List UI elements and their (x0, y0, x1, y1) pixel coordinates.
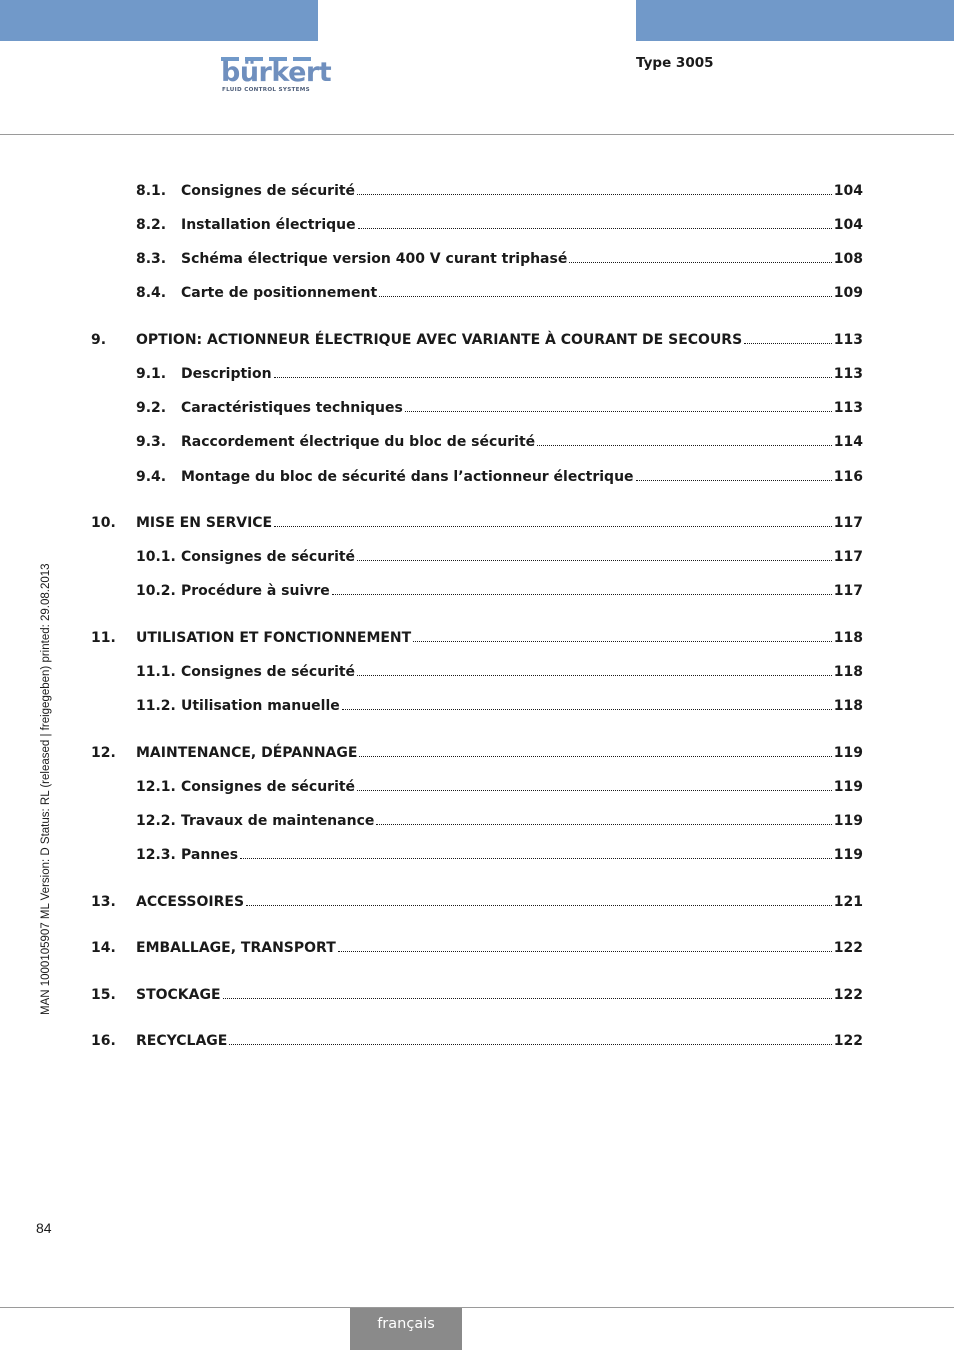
toc-entry-page: 104 (833, 217, 863, 233)
toc-entry[interactable] (136, 660, 863, 680)
toc-entry-number: 13. (91, 894, 116, 910)
toc-entry-title: EMBALLAGE, TRANSPORT (136, 940, 336, 956)
toc-entry-number: 11.2. (136, 698, 176, 714)
toc-entry-page: 104 (833, 183, 863, 199)
toc-entry[interactable] (136, 465, 863, 485)
toc-entry-number: 9.1. (136, 366, 167, 382)
toc-dot-leader (405, 409, 832, 412)
toc-entry-page: 108 (833, 251, 863, 267)
toc-entry-title: Installation électrique (181, 217, 356, 233)
toc-entry[interactable] (91, 328, 863, 348)
toc-entry[interactable] (136, 694, 863, 714)
toc-entry[interactable] (91, 983, 863, 1003)
toc-entry-page: 118 (833, 630, 863, 646)
toc-dot-leader (274, 524, 832, 527)
toc-entry-title: Montage du bloc de sécurité dans l’actionneur électrique (181, 469, 634, 485)
toc-entry-number: 8.1. (136, 183, 167, 199)
toc-entry[interactable] (136, 396, 863, 416)
toc-entry[interactable] (136, 247, 863, 267)
toc-entry-number: 10.2. (136, 583, 176, 599)
toc-entry-page: 117 (833, 515, 863, 531)
toc-entry[interactable] (91, 1029, 863, 1049)
toc-entry-page: 109 (833, 285, 863, 301)
toc-dot-leader (274, 375, 832, 378)
toc-entry-page: 122 (833, 1033, 863, 1049)
toc-entry-title: UTILISATION ET FONCTIONNEMENT (136, 630, 412, 646)
toc-dot-leader (223, 996, 832, 999)
toc-entry-title: Caractéristiques techniques (181, 400, 403, 416)
toc-entry-number: 9. (91, 332, 107, 348)
toc-entry-page: 113 (833, 332, 863, 348)
toc-dot-leader (338, 949, 832, 952)
toc-entry-number: 12.1. (136, 779, 176, 795)
toc-entry-page: 113 (833, 366, 863, 382)
toc-entry-number: 8.4. (136, 285, 167, 301)
toc-entry-title: OPTION: ACTIONNEUR ÉLECTRIQUE AVEC VARIANTE À COURANT DE SECOURS (136, 332, 743, 348)
toc-dot-leader (357, 192, 832, 195)
toc-entry-page: 119 (833, 847, 863, 863)
toc-entry-number: 11.1. (136, 664, 176, 680)
toc-entry-page: 121 (833, 894, 863, 910)
header-divider (0, 134, 954, 135)
toc-entry-page: 119 (833, 813, 863, 829)
toc-entry-page: 118 (833, 664, 863, 680)
logo-tagline: FLUID CONTROL SYSTEMS (222, 87, 310, 93)
toc-entry[interactable] (91, 741, 863, 761)
toc-dot-leader (342, 707, 832, 710)
toc-entry-page: 122 (833, 940, 863, 956)
toc-entry-title: Consignes de sécurité (181, 664, 356, 680)
toc-entry[interactable] (91, 890, 863, 910)
toc-entry-number: 10. (91, 515, 116, 531)
document-type: Type 3005 (636, 55, 714, 71)
toc-entry-number: 15. (91, 987, 116, 1003)
toc-entry-title: Pannes (181, 847, 239, 863)
toc-dot-leader (359, 754, 831, 757)
toc-entry[interactable] (136, 362, 863, 382)
toc-dot-leader (376, 822, 831, 825)
toc-entry-title: Raccordement électrique du bloc de sécurité (181, 434, 536, 450)
header-band-right (636, 0, 954, 41)
toc-dot-leader (229, 1042, 831, 1045)
toc-entry[interactable] (136, 281, 863, 301)
toc-entry[interactable] (136, 179, 863, 199)
toc-entry-number: 11. (91, 630, 116, 646)
toc-entry-number: 9.4. (136, 469, 167, 485)
toc-dot-leader (537, 443, 832, 446)
header-band-left (0, 0, 318, 41)
toc-entry-number: 8.3. (136, 251, 167, 267)
toc-entry-page: 114 (833, 434, 863, 450)
toc-entry[interactable] (136, 213, 863, 233)
document-status-note: MAN 1000105907 ML Version: D Status: RL (released | freigegeben) printed: 29.08.2013 (40, 563, 52, 1015)
toc-entry[interactable] (136, 430, 863, 450)
toc-entry[interactable] (91, 936, 863, 956)
toc-entry-title: Description (181, 366, 272, 382)
toc-entry-title: Schéma électrique version 400 V curant triphasé (181, 251, 568, 267)
footer-divider (0, 1307, 954, 1308)
toc-dot-leader (413, 639, 832, 642)
toc-entry-title: RECYCLAGE (136, 1033, 228, 1049)
toc-entry-number: 16. (91, 1033, 116, 1049)
toc-entry[interactable] (91, 626, 863, 646)
toc-dot-leader (357, 558, 832, 561)
page-number: 84 (36, 1220, 52, 1236)
toc-entry-title: Consignes de sécurité (181, 183, 356, 199)
toc-entry-number: 12.2. (136, 813, 176, 829)
toc-dot-leader (332, 592, 832, 595)
toc-entry-page: 117 (833, 549, 863, 565)
toc-entry[interactable] (136, 579, 863, 599)
toc-entry-number: 12.3. (136, 847, 176, 863)
toc-entry-page: 119 (833, 745, 863, 761)
logo-wordmark: bürkert (221, 57, 332, 88)
toc-entry-number: 10.1. (136, 549, 176, 565)
toc-dot-leader (569, 260, 831, 263)
toc-dot-leader (357, 673, 832, 676)
toc-entry-page: 118 (833, 698, 863, 714)
toc-entry-number: 12. (91, 745, 116, 761)
toc-entry-title: Consignes de sécurité (181, 779, 356, 795)
toc-entry-number: 14. (91, 940, 116, 956)
toc-entry-page: 117 (833, 583, 863, 599)
toc-entry[interactable] (136, 843, 863, 863)
toc-dot-leader (357, 788, 832, 791)
toc-entry[interactable] (136, 809, 863, 829)
toc-dot-leader (358, 226, 832, 229)
toc-entry-title: ACCESSOIRES (136, 894, 245, 910)
toc-entry-title: Carte de positionnement (181, 285, 378, 301)
toc-entry[interactable] (136, 545, 863, 565)
toc-entry-title: Utilisation manuelle (181, 698, 340, 714)
toc-entry-page: 119 (833, 779, 863, 795)
toc-dot-leader (379, 294, 832, 297)
toc-dot-leader (744, 341, 832, 344)
toc-entry-number: 8.2. (136, 217, 167, 233)
toc-dot-leader (636, 478, 832, 481)
toc-entry-page: 122 (833, 987, 863, 1003)
toc-entry-number: 9.3. (136, 434, 167, 450)
toc-entry-title: Travaux de maintenance (181, 813, 375, 829)
toc-entry-title: MAINTENANCE, DÉPANNAGE (136, 745, 358, 761)
toc-entry-title: STOCKAGE (136, 987, 221, 1003)
toc-dot-leader (246, 903, 832, 906)
toc-entry-page: 116 (833, 469, 863, 485)
language-tab: français (350, 1308, 462, 1350)
toc-entry-title: MISE EN SERVICE (136, 515, 273, 531)
toc-entry[interactable] (136, 775, 863, 795)
toc-entry-title: Procédure à suivre (181, 583, 330, 599)
toc-dot-leader (240, 856, 832, 859)
toc-entry[interactable] (91, 511, 863, 531)
toc-entry-page: 113 (833, 400, 863, 416)
burkert-logo (221, 56, 332, 98)
toc-entry-number: 9.2. (136, 400, 167, 416)
toc-entry-title: Consignes de sécurité (181, 549, 356, 565)
